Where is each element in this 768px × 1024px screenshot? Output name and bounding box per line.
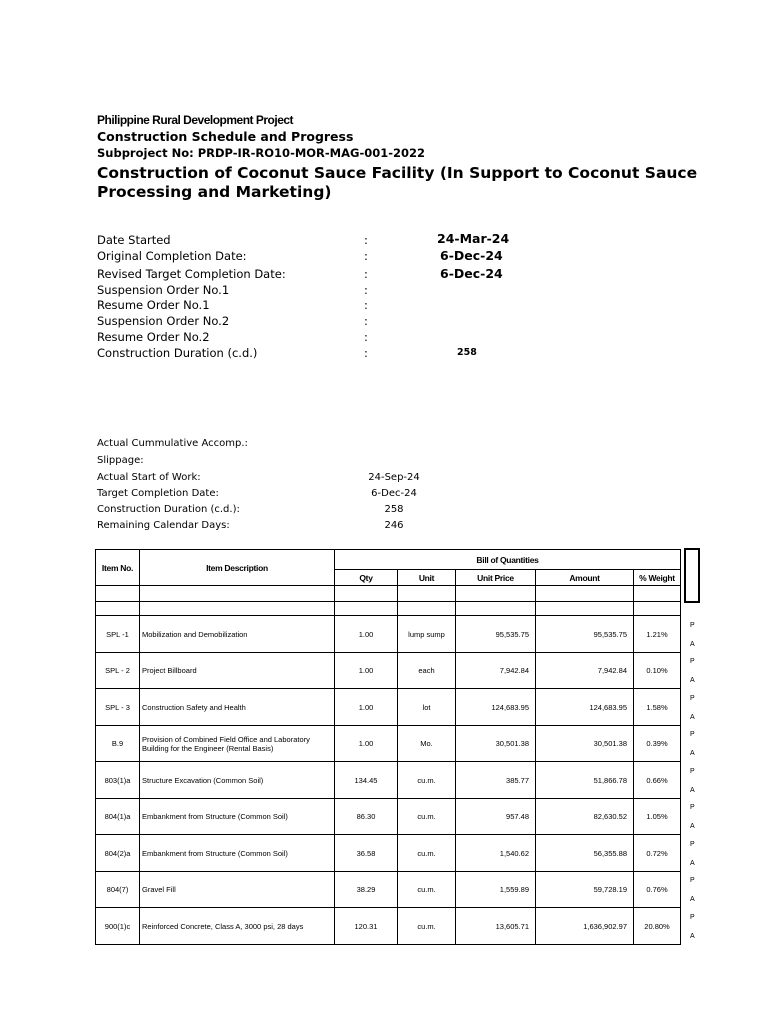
cell-description: Provision of Combined Field Office and Laboratory Building for the Engineer (Rental Basis) (140, 726, 335, 762)
cell-weight: 0.76% (634, 872, 681, 908)
cell-description: Structure Excavation (Common Soil) (140, 762, 335, 799)
cell-unit: cu.m. (398, 799, 456, 835)
actual-marker: A (690, 896, 695, 903)
revised-completion-value: 6-Dec-24 (440, 266, 503, 281)
actual-marker: A (690, 860, 695, 867)
cell-qty: 1.00 (335, 653, 398, 689)
actual-accomp-label: Actual Cummulative Accomp.: (97, 438, 248, 449)
cell-item-no: 804(2)a (96, 835, 140, 872)
cell-unit-price: 1,540.62 (456, 835, 536, 872)
cell-unit-price: 124,683.95 (456, 689, 536, 726)
construction-duration-colon: : (364, 346, 368, 360)
table-row (96, 726, 681, 762)
actual-marker: A (690, 714, 695, 721)
cell-unit-price: 95,535.75 (456, 616, 536, 653)
cell-description: Mobilization and Demobilization (140, 616, 335, 653)
resume-order-2-label: Resume Order No.2 (97, 330, 210, 344)
cell-unit-price: 7,942.84 (456, 653, 536, 689)
header-unit: Unit (398, 570, 456, 586)
cell-amount: 56,355.88 (536, 835, 634, 872)
cell-description: Embankment from Structure (Common Soil) (140, 835, 335, 872)
cell-qty: 134.45 (335, 762, 398, 799)
date-started-label: Date Started (97, 233, 171, 247)
slippage-label: Slippage: (97, 455, 144, 466)
original-completion-value: 6-Dec-24 (440, 248, 503, 263)
resume-order-2-colon: : (364, 330, 368, 344)
cell-weight: 0.10% (634, 653, 681, 689)
actual-marker: A (690, 641, 695, 648)
cell-description: Embankment from Structure (Common Soil) (140, 799, 335, 835)
cell-qty: 38.29 (335, 872, 398, 908)
date-started-colon: : (364, 233, 368, 247)
header-item-description: Item Description (140, 550, 335, 586)
cell-unit: cu.m. (398, 835, 456, 872)
cell-description: Reinforced Concrete, Class A, 3000 psi, 28 days (140, 908, 335, 945)
cell-weight: 1.21% (634, 616, 681, 653)
cell-qty: 36.58 (335, 835, 398, 872)
suspension-order-2-colon: : (364, 314, 368, 328)
header-weight: % Weight (634, 570, 681, 586)
planned-marker: P (690, 731, 695, 738)
suspension-order-2-label: Suspension Order No.2 (97, 314, 230, 328)
cell-weight: 0.72% (634, 835, 681, 872)
cell-amount: 59,728.19 (536, 872, 634, 908)
construction-duration-label: Construction Duration (c.d.) (97, 346, 258, 360)
cell-item-no: 900(1)c (96, 908, 140, 945)
cell-item-no: SPL - 3 (96, 689, 140, 726)
actual-marker: A (690, 787, 695, 794)
cell-qty: 120.31 (335, 908, 398, 945)
schedule-title: Construction Schedule and Progress (97, 129, 354, 144)
cell-unit-price: 957.48 (456, 799, 536, 835)
resume-order-1-label: Resume Order No.1 (97, 298, 210, 312)
table-row (96, 653, 681, 689)
cell-item-no: 803(1)a (96, 762, 140, 799)
suspension-order-1-colon: : (364, 283, 368, 297)
duration-label: Construction Duration (c.d.): (97, 504, 240, 515)
revised-completion-label: Revised Target Completion Date: (97, 267, 286, 281)
table-row (96, 872, 681, 908)
target-completion-value: 6-Dec-24 (371, 488, 417, 499)
cell-item-no: SPL - 2 (96, 653, 140, 689)
target-completion-label: Target Completion Date: (97, 488, 219, 499)
table-row (96, 908, 681, 945)
cell-qty: 86.30 (335, 799, 398, 835)
planned-marker: P (690, 877, 695, 884)
cell-item-no: 804(7) (96, 872, 140, 908)
actual-marker: A (690, 677, 695, 684)
cell-weight: 0.66% (634, 762, 681, 799)
cell-unit: each (398, 653, 456, 689)
cell-unit: cu.m. (398, 872, 456, 908)
cell-unit: cu.m. (398, 908, 456, 945)
cell-unit-price: 385.77 (456, 762, 536, 799)
planned-marker: P (690, 914, 695, 921)
date-started-value: 24-Mar-24 (437, 231, 510, 246)
table-row (96, 799, 681, 835)
cell-qty: 1.00 (335, 726, 398, 762)
actual-marker: A (690, 750, 695, 757)
duration-value: 258 (384, 504, 404, 515)
cell-amount: 1,636,902.97 (536, 908, 634, 945)
resume-order-1-colon: : (364, 298, 368, 312)
table-row (96, 616, 681, 653)
column-edge-frame (684, 548, 700, 603)
planned-marker: P (690, 695, 695, 702)
planned-marker: P (690, 768, 695, 775)
cell-unit-price: 30,501.38 (456, 726, 536, 762)
cell-item-no: SPL -1 (96, 616, 140, 653)
subproject-number: Subproject No: PRDP-IR-RO10-MOR-MAG-001-2022 (97, 146, 426, 160)
header-qty: Qty (335, 570, 398, 586)
actual-start-label: Actual Start of Work: (97, 472, 201, 483)
header-amount: Amount (536, 570, 634, 586)
planned-marker: P (690, 804, 695, 811)
cell-amount: 30,501.38 (536, 726, 634, 762)
actual-marker: A (690, 933, 695, 940)
remaining-days-label: Remaining Calendar Days: (97, 520, 230, 531)
project-title: Construction of Coconut Sauce Facility (In Support to Coconut Sauce Processing and Marketing) (97, 164, 698, 201)
planned-marker: P (690, 658, 695, 665)
cell-amount: 124,683.95 (536, 689, 634, 726)
org-name: Philippine Rural Development Project (97, 113, 294, 127)
actual-marker: A (690, 823, 695, 830)
cell-unit: cu.m. (398, 762, 456, 799)
cell-amount: 82,630.52 (536, 799, 634, 835)
cell-unit: Mo. (398, 726, 456, 762)
cell-amount: 7,942.84 (536, 653, 634, 689)
cell-weight: 20.80% (634, 908, 681, 945)
revised-completion-colon: : (364, 267, 368, 281)
actual-start-value: 24-Sep-24 (368, 472, 420, 483)
cell-amount: 95,535.75 (536, 616, 634, 653)
header-unit-price: Unit Price (456, 570, 536, 586)
cell-weight: 1.05% (634, 799, 681, 835)
blank-row (96, 602, 681, 616)
original-completion-colon: : (364, 249, 368, 263)
cell-description: Gravel Fill (140, 872, 335, 908)
cell-description: Construction Safety and Health (140, 689, 335, 726)
planned-marker: P (690, 841, 695, 848)
remaining-days-value: 246 (384, 520, 404, 531)
planned-marker: P (690, 622, 695, 629)
table-row (96, 689, 681, 726)
cell-unit: lot (398, 689, 456, 726)
suspension-order-1-label: Suspension Order No.1 (97, 283, 230, 297)
header-bill-of-quantities: Bill of Quantities (335, 550, 681, 570)
cell-qty: 1.00 (335, 616, 398, 653)
cell-unit-price: 13,605.71 (456, 908, 536, 945)
original-completion-label: Original Completion Date: (97, 249, 247, 263)
cell-qty: 1.00 (335, 689, 398, 726)
cell-item-no: B.9 (96, 726, 140, 762)
construction-duration-value: 258 (457, 347, 477, 358)
table-row (96, 762, 681, 799)
cell-weight: 0.39% (634, 726, 681, 762)
blank-row (96, 586, 681, 602)
boq-table (95, 549, 681, 945)
cell-unit: lump sump (398, 616, 456, 653)
cell-unit-price: 1,559.89 (456, 872, 536, 908)
table-row (96, 835, 681, 872)
cell-weight: 1.58% (634, 689, 681, 726)
cell-item-no: 804(1)a (96, 799, 140, 835)
cell-amount: 51,866.78 (536, 762, 634, 799)
header-item-no: Item No. (96, 550, 140, 586)
cell-description: Project Billboard (140, 653, 335, 689)
